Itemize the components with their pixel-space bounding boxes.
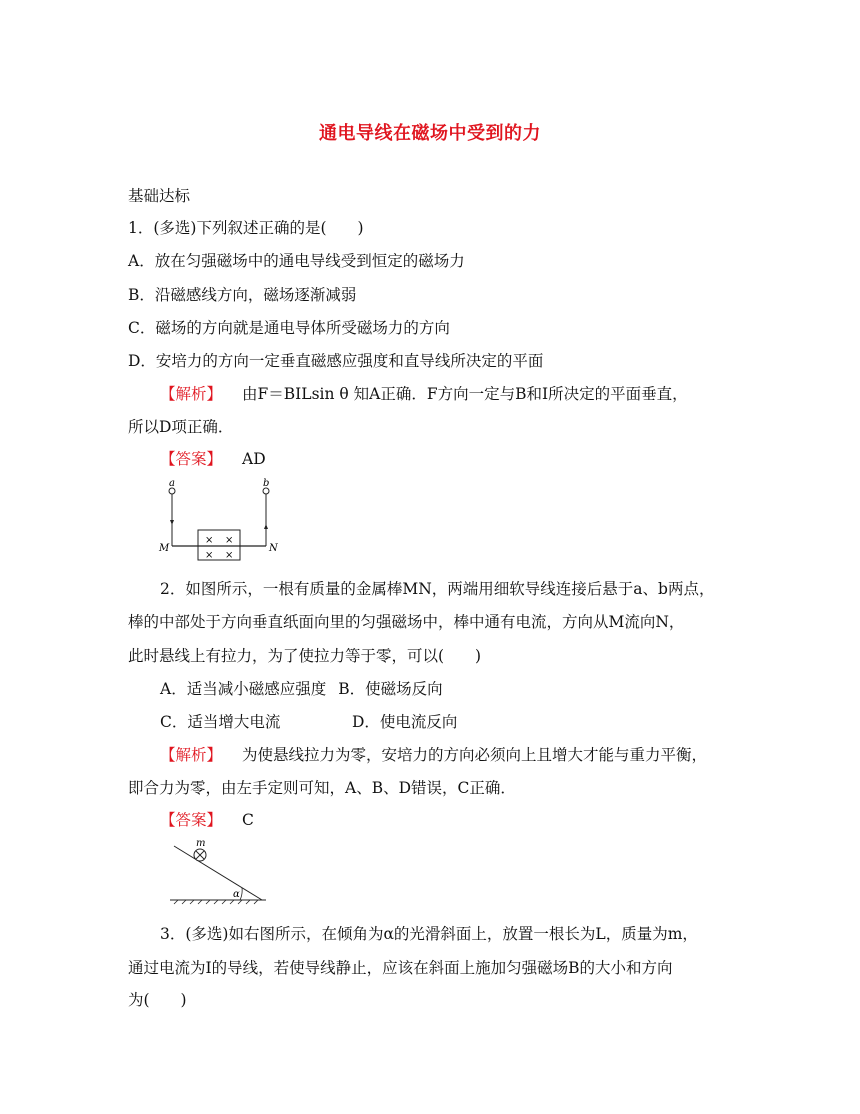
page-title: 通电导线在磁场中受到的力 (319, 123, 541, 144)
q2-stem-2: 棒的中部处于方向垂直纸面向里的匀强磁场中，棒中通有电流，方向从M流向N， (128, 613, 685, 631)
q2-option-d: D．使电流反向 (352, 713, 458, 731)
q2-analysis-cont: 即合力为零，由左手定则可知，A、B、D错误，C正确． (128, 779, 516, 797)
q2-answer (160, 810, 254, 830)
field-cross-icon: × (225, 535, 234, 546)
q2-analysis-text: 为使悬线拉力为零，安培力的方向必须向上且增大才能与重力平衡， (242, 746, 708, 764)
analysis-tag: 【解析】 (160, 385, 223, 403)
label-m: M (159, 543, 170, 554)
q2-options-ab (160, 679, 443, 699)
q2-answer-value: C (242, 811, 254, 829)
label-b: b (263, 478, 270, 489)
label-alpha: α (233, 889, 240, 900)
q2-option-b: B．使磁场反向 (338, 680, 443, 698)
arrow-down-icon (170, 520, 174, 525)
q2-option-c: C．适当增大电流 (160, 713, 281, 731)
field-cross-icon: × (205, 550, 214, 561)
field-cross-icon: × (225, 550, 234, 561)
incline-surface (174, 846, 262, 900)
q2-analysis (160, 745, 707, 765)
q1-option-c: C．磁场的方向就是通电导体所受磁场力的方向 (128, 319, 450, 337)
label-m: m (196, 838, 206, 849)
q1-option-b: B．沿磁感线方向，磁场逐渐减弱 (128, 286, 357, 304)
rod-field-diagram (155, 478, 285, 563)
q1-analysis (160, 384, 688, 404)
q3-stem-1: 3．(多选)如右图所示，在倾角为α的光滑斜面上，放置一根长为L，质量为m， (160, 925, 698, 943)
field-cross-icon: × (205, 535, 214, 546)
section-heading: 基础达标 (128, 187, 191, 205)
q1-stem: 1．(多选)下列叙述正确的是( ) (128, 219, 364, 237)
q1-answer-value: AD (242, 450, 266, 468)
arrow-up-icon (264, 524, 268, 529)
ground-hatch (174, 900, 258, 904)
analysis-tag: 【解析】 (160, 746, 223, 764)
answer-tag: 【答案】 (160, 811, 223, 829)
q3-stem-3: 为( ) (128, 991, 187, 1009)
q2-stem-1: 2．如图所示，一根有质量的金属棒MN，两端用细软导线连接后悬于a、b两点， (160, 580, 715, 598)
q2-option-a: A．适当减小磁感应强度 (160, 680, 327, 698)
label-n: N (269, 543, 278, 554)
answer-tag: 【答案】 (160, 450, 223, 468)
q1-option-a: A．放在匀强磁场中的通电导线受到恒定的磁场力 (128, 252, 465, 270)
q2-options-cd (160, 712, 457, 732)
q3-stem-2: 通过电流为I的导线，若使导线静止，应该在斜面上施加匀强磁场B的大小和方向 (128, 959, 673, 977)
q2-stem-3: 此时悬线上有拉力，为了使拉力等于零，可以( ) (128, 647, 482, 665)
q1-analysis-text: 由F＝BILsin θ 知A正确．F方向一定与B和I所决定的平面垂直， (242, 385, 688, 403)
angle-arc (240, 888, 242, 900)
incline-diagram (170, 838, 270, 906)
label-a: a (169, 478, 175, 489)
q1-option-d: D．安培力的方向一定垂直磁感应强度和直导线所决定的平面 (128, 352, 544, 370)
q1-analysis-cont: 所以D项正确． (128, 418, 234, 436)
q1-answer (160, 449, 266, 469)
